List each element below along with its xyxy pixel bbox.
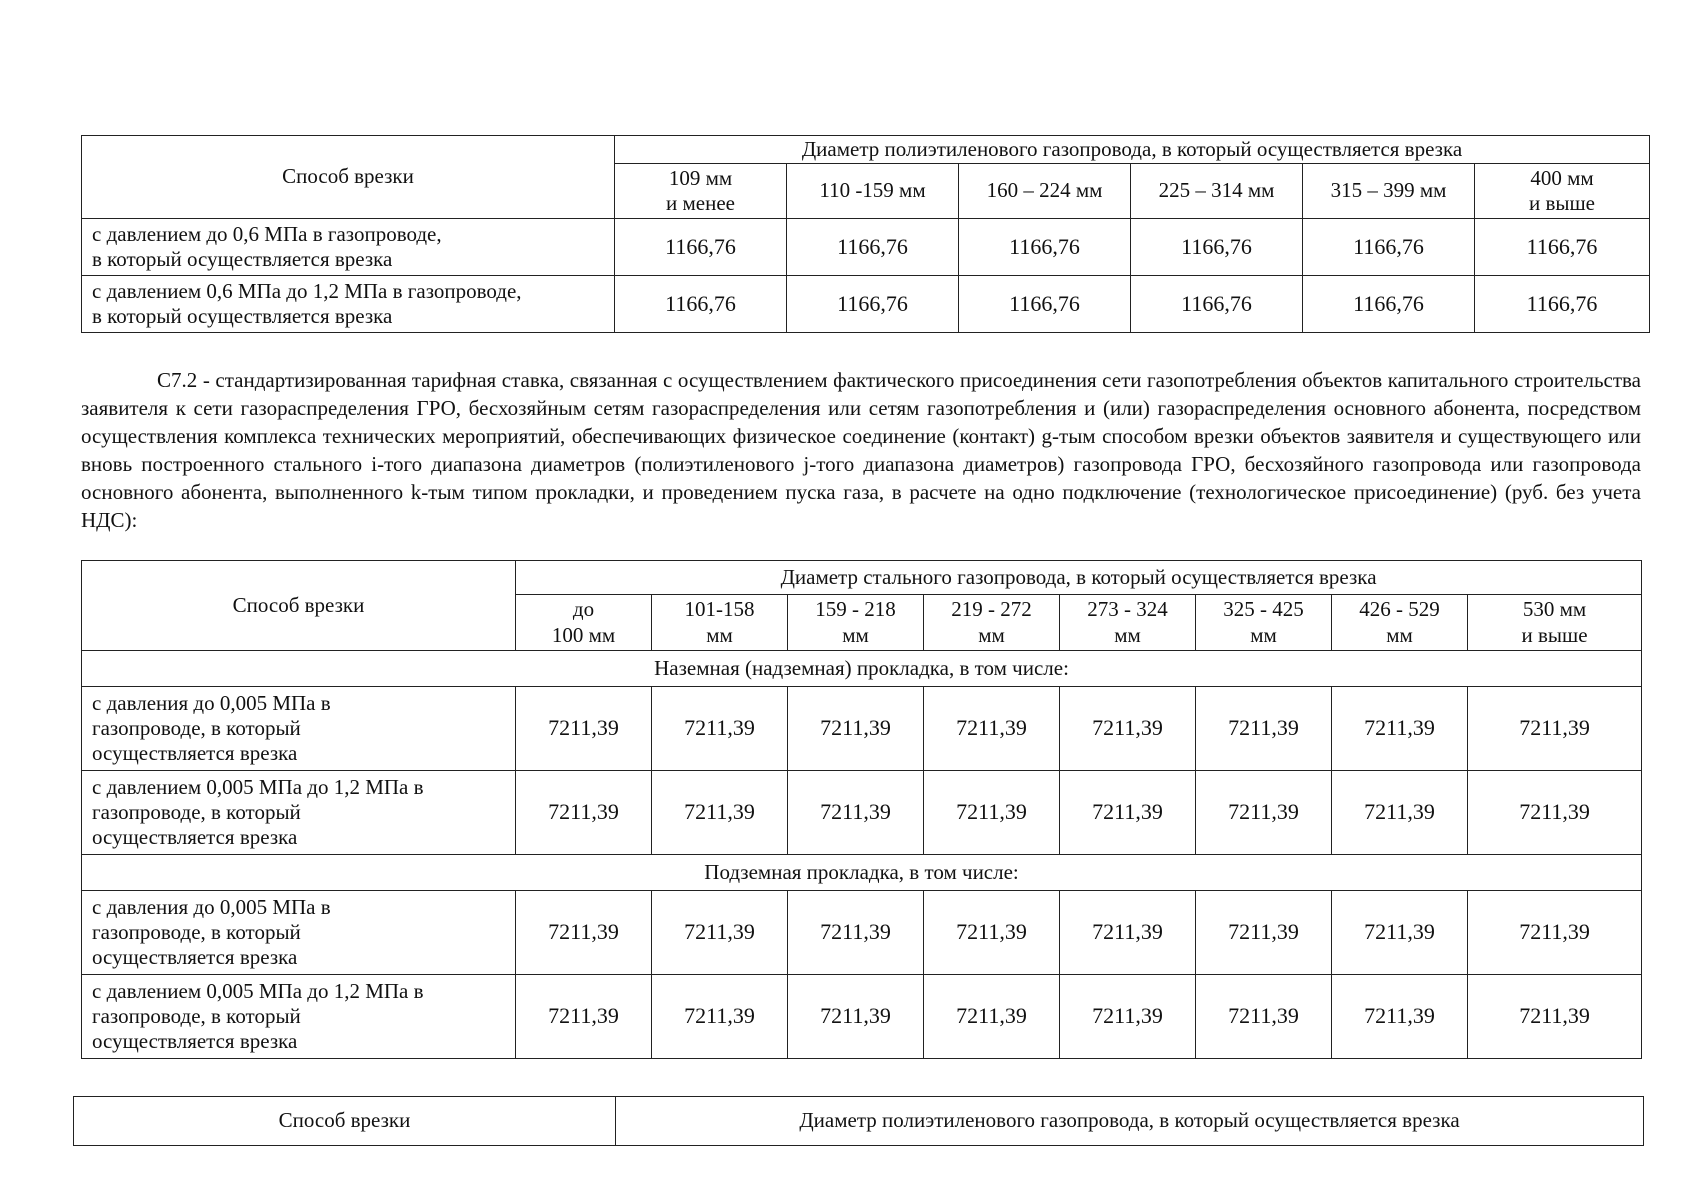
row-label: с давлением 0,6 МПа до 1,2 МПа в газопроводе, в который осуществляется врезка	[82, 276, 615, 333]
tariff-value: 1166,76	[1303, 276, 1475, 333]
tariff-value: 1166,76	[1131, 219, 1303, 276]
tariff-value: 7211,39	[652, 687, 788, 771]
table-row	[82, 975, 1642, 1059]
tariff-value: 7211,39	[924, 687, 1060, 771]
tariff-value: 7211,39	[1332, 975, 1468, 1059]
tariff-value: 7211,39	[1060, 687, 1196, 771]
tariff-value: 1166,76	[1475, 219, 1650, 276]
diameter-range-header: 219 - 272 мм	[924, 595, 1060, 651]
diameter-group-header: Диаметр полиэтиленового газопровода, в который осуществляется врезка	[615, 136, 1650, 164]
tariff-value: 7211,39	[1196, 975, 1332, 1059]
tariff-value: 7211,39	[516, 771, 652, 855]
tariff-value: 7211,39	[516, 687, 652, 771]
tariff-value: 7211,39	[1468, 975, 1642, 1059]
tariff-value: 7211,39	[788, 891, 924, 975]
row-label: с давлением 0,005 МПа до 1,2 МПа в газопроводе, в который осуществляется врезка	[82, 771, 516, 855]
tariff-value: 7211,39	[516, 891, 652, 975]
steel-tariff-table	[81, 560, 1642, 1059]
tariff-value: 1166,76	[1303, 219, 1475, 276]
diameter-range-header: 315 – 399 мм	[1303, 164, 1475, 219]
section-header-aboveground: Наземная (надземная) прокладка, в том числе:	[82, 651, 1642, 687]
diameter-range-header: 160 – 224 мм	[959, 164, 1131, 219]
diameter-range-header: 110 -159 мм	[787, 164, 959, 219]
diameter-range-header: 225 – 314 мм	[1131, 164, 1303, 219]
tariff-value: 7211,39	[652, 975, 788, 1059]
row-label: с давлением 0,005 МПа до 1,2 МПа в газопроводе, в который осуществляется врезка	[82, 975, 516, 1059]
table-row	[82, 687, 1642, 771]
tariff-value: 7211,39	[1332, 687, 1468, 771]
method-header: Способ врезки	[82, 561, 516, 651]
tariff-value: 1166,76	[787, 276, 959, 333]
tariff-value: 7211,39	[1196, 771, 1332, 855]
tariff-value: 7211,39	[788, 975, 924, 1059]
diameter-range-header: 325 - 425 мм	[1196, 595, 1332, 651]
tariff-value: 1166,76	[1131, 276, 1303, 333]
tariff-value: 7211,39	[652, 771, 788, 855]
tariff-value: 7211,39	[788, 687, 924, 771]
table-row	[82, 219, 1650, 276]
polyethylene-next-table-header	[73, 1096, 1644, 1146]
diameter-range-header: 101-158 мм	[652, 595, 788, 651]
polyethylene-tariff-table	[81, 135, 1650, 333]
tariff-value: 7211,39	[924, 891, 1060, 975]
tariff-value: 7211,39	[1468, 687, 1642, 771]
table-row	[82, 276, 1650, 333]
tariff-value: 1166,76	[787, 219, 959, 276]
tariff-description-paragraph: С7.2 - стандартизированная тарифная ставка, связанная с осуществлением фактического присоединения сети газопотребления объектов капитального строительства заявителя к сети газораспределения ГРО, бесхозяйным сетям газораспределения или сетям газопотребления и (или) газораспределения основного абонента, посредством осуществления комплекса технических мероприятий, обеспечивающих физическое соединение (контакт) g-тым способом врезки объектов заявителя и существующего или вновь построенного стального i-того диапазона диаметров (полиэтиленового j-того диапазона диаметров) газопровода ГРО, бесхозяйного газопровода или газопровода основного абонента, выполненного k-тым типом прокладки, и проведением пуска газа, в расчете на одно подключение (технологическое присоединение) (руб. без учета НДС):	[81, 368, 1641, 532]
row-label: с давления до 0,005 МПа в газопроводе, в который осуществляется врезка	[82, 687, 516, 771]
tariff-value: 7211,39	[1196, 891, 1332, 975]
tariff-value: 7211,39	[1060, 975, 1196, 1059]
tariff-value: 7211,39	[1468, 891, 1642, 975]
diameter-range-header: 159 - 218 мм	[788, 595, 924, 651]
diameter-range-header: 109 мм и менее	[615, 164, 787, 219]
tariff-value: 7211,39	[924, 771, 1060, 855]
diameter-range-header: 426 - 529 мм	[1332, 595, 1468, 651]
diameter-range-header: 273 - 324 мм	[1060, 595, 1196, 651]
tariff-value: 7211,39	[788, 771, 924, 855]
tariff-value: 1166,76	[1475, 276, 1650, 333]
tariff-value: 7211,39	[1060, 891, 1196, 975]
tariff-value: 1166,76	[615, 276, 787, 333]
row-label: с давления до 0,005 МПа в газопроводе, в который осуществляется врезка	[82, 891, 516, 975]
diameter-range-header: 400 мм и выше	[1475, 164, 1650, 219]
method-header: Способ врезки	[82, 136, 615, 219]
tariff-value: 1166,76	[959, 276, 1131, 333]
table-row	[82, 771, 1642, 855]
tariff-value: 1166,76	[959, 219, 1131, 276]
method-header: Способ врезки	[74, 1097, 616, 1146]
tariff-value: 7211,39	[1332, 771, 1468, 855]
section-header-underground: Подземная прокладка, в том числе:	[82, 855, 1642, 891]
tariff-value: 7211,39	[652, 891, 788, 975]
table-row	[82, 891, 1642, 975]
diameter-group-header: Диаметр полиэтиленового газопровода, в который осуществляется врезка	[616, 1097, 1644, 1146]
tariff-value: 7211,39	[516, 975, 652, 1059]
tariff-value: 7211,39	[1060, 771, 1196, 855]
row-label: с давлением до 0,6 МПа в газопроводе, в который осуществляется врезка	[82, 219, 615, 276]
diameter-range-header: 530 мм и выше	[1468, 595, 1642, 651]
diameter-group-header: Диаметр стального газопровода, в который осуществляется врезка	[516, 561, 1642, 595]
tariff-value: 7211,39	[1468, 771, 1642, 855]
tariff-value: 7211,39	[924, 975, 1060, 1059]
tariff-value: 7211,39	[1196, 687, 1332, 771]
tariff-value: 7211,39	[1332, 891, 1468, 975]
diameter-range-header: до 100 мм	[516, 595, 652, 651]
tariff-value: 1166,76	[615, 219, 787, 276]
